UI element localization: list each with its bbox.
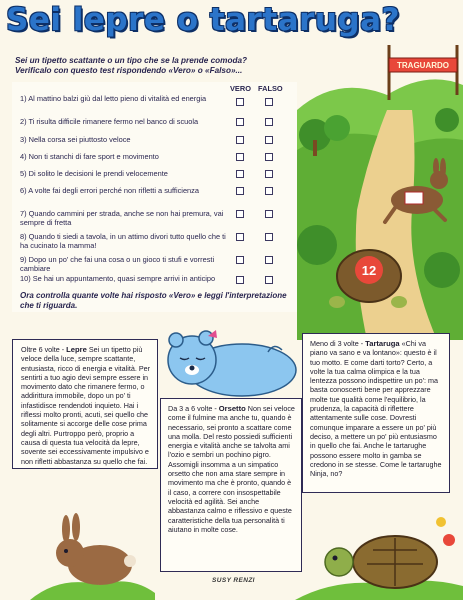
finish-banner-text: TRAGUARDO xyxy=(397,61,449,70)
orsetto-text: Non sei veloce come il fulmine ma anche tu, quando è necessario, sei pronto a scattare come una molla. Del resto possiedi sufficienti energia e vitalità anche se talvolta ami l'ozio e sembri un pochino pigro. Assomigli insomma a un simpatico orsetto che non ama stare sempre in movimento ma che è pronto, quando è il caso, a correre con insospettabile velocità ed agilità. Sei anche abbastanza calmo e riflessivo e queste caratteristiche della tua personalità ti aiutano in molte cose. xyxy=(168,404,295,534)
true-checkbox-5[interactable] xyxy=(236,170,244,178)
question-7: 7) Quando cammini per strada, anche se non hai premura, vai sempre di fretta xyxy=(20,209,224,228)
question-10: 10) Se hai un appuntamento, quasi sempre arrivi in anticipo xyxy=(20,274,216,283)
result-lepre-panel xyxy=(12,339,158,469)
tartaruga-title: Tartaruga xyxy=(365,339,400,348)
true-checkbox-7[interactable] xyxy=(236,210,244,218)
false-checkbox-10[interactable] xyxy=(265,276,273,284)
result-orsetto-panel xyxy=(160,398,302,572)
false-checkbox-7[interactable] xyxy=(265,210,273,218)
true-checkbox-6[interactable] xyxy=(236,187,244,195)
tartaruga-text: «Chi va piano va sano e va lontano»: questo è il tuo motto. E come darti torto? Certo, a volte la tua calma olimpica e la tua lentezza possono indispettire un po': ma basta conoscerti bene per apprezzare molte tue qualità come l'equilibrio, la prudenza, la capacità di riflettere attentamente sulle cose. Dovresti comunque imparare a essere un po' più deciso, a mettere un po' più entusiasmo in quello che fai. Anche le tartarughe possono essere molto in gamba se credono in se stesse. Come le tartarughe Ninja, no? xyxy=(310,339,442,479)
turtle-illustration xyxy=(295,500,463,600)
sleeping-bear-illustration xyxy=(158,322,298,398)
lepre-range: Oltre 6 volte - xyxy=(21,345,67,354)
column-true-header: VERO xyxy=(230,84,251,93)
false-checkbox-6[interactable] xyxy=(265,187,273,195)
orsetto-title: Orsetto xyxy=(218,404,246,413)
true-checkbox-9[interactable] xyxy=(236,256,244,264)
question-6: 6) A volte fai degli errori perché non rifletti a sufficienza xyxy=(20,186,199,195)
result-tartaruga-panel xyxy=(302,333,450,493)
false-checkbox-9[interactable] xyxy=(265,256,273,264)
page-title: Sei lepre o tartaruga? xyxy=(6,2,401,38)
lepre-text: Sei un tipetto più veloce della luce, sempre scattante, entusiasta, ricco di energia e vitalità. Per sentirti a tuo agio devi sempre essere in movimento dato che rimanere fermo, o addirittura immobile, dopo un po' ti infastidisce rendendoti inquieto. Hai i riflessi molto pronti, acuti, sei quello che solitamente si accorge delle cose prima degli altri. Purtroppo però, proprio a causa di questa tua velocità da lepre, sovente sei eccessivamente impulsivo e non rifletti abbastanza su quello che fai. xyxy=(21,345,151,466)
question-2: 2) Ti risulta difficile rimanere fermo nel banco di scuola xyxy=(20,117,199,126)
question-9: 9) Dopo un po' che fai una cosa o un gioco ti stufi e vorresti cambiare xyxy=(20,255,215,274)
true-checkbox-8[interactable] xyxy=(236,233,244,241)
false-checkbox-5[interactable] xyxy=(265,170,273,178)
false-checkbox-1[interactable] xyxy=(265,98,273,106)
true-checkbox-10[interactable] xyxy=(236,276,244,284)
tartaruga-range: Meno di 3 volte - xyxy=(310,339,366,348)
true-checkbox-2[interactable] xyxy=(236,118,244,126)
lepre-title: Lepre xyxy=(66,345,87,354)
quiz-panel xyxy=(12,82,297,312)
column-false-header: FALSO xyxy=(258,84,283,93)
question-1: 1) Al mattino balzi giù dal letto pieno di vitalità ed energia xyxy=(20,94,207,103)
question-4: 4) Non ti stanchi di fare sport e movimento xyxy=(20,152,159,161)
artist-signature: SUSY RENZI xyxy=(212,577,255,584)
race-scene-illustration xyxy=(297,40,463,340)
false-checkbox-3[interactable] xyxy=(265,136,273,144)
true-checkbox-4[interactable] xyxy=(236,153,244,161)
true-checkbox-3[interactable] xyxy=(236,136,244,144)
closing-instructions: Ora controlla quante volte hai risposto «Vero» e leggi l'interpretazione che ti riguarda. xyxy=(20,291,287,310)
false-checkbox-2[interactable] xyxy=(265,118,273,126)
rabbit-illustration xyxy=(30,505,155,600)
intro-text: Sei un tipetto scattante o un tipo che se la prende comoda? Verificalo con questo test rispondendo «Vero» o «Falso»... xyxy=(15,56,248,75)
turtle-race-number: 12 xyxy=(361,263,377,278)
true-checkbox-1[interactable] xyxy=(236,98,244,106)
false-checkbox-4[interactable] xyxy=(265,153,273,161)
question-8: 8) Quando ti siedi a tavola, in un attimo divori tutto quello che ti ha cucinato la mamma! xyxy=(20,232,226,251)
false-checkbox-8[interactable] xyxy=(265,233,273,241)
question-3: 3) Nella corsa sei piuttosto veloce xyxy=(20,135,131,144)
question-5: 5) Di solito le decisioni le prendi velocemente xyxy=(20,169,168,178)
orsetto-range: Da 3 a 6 volte - xyxy=(168,404,219,413)
